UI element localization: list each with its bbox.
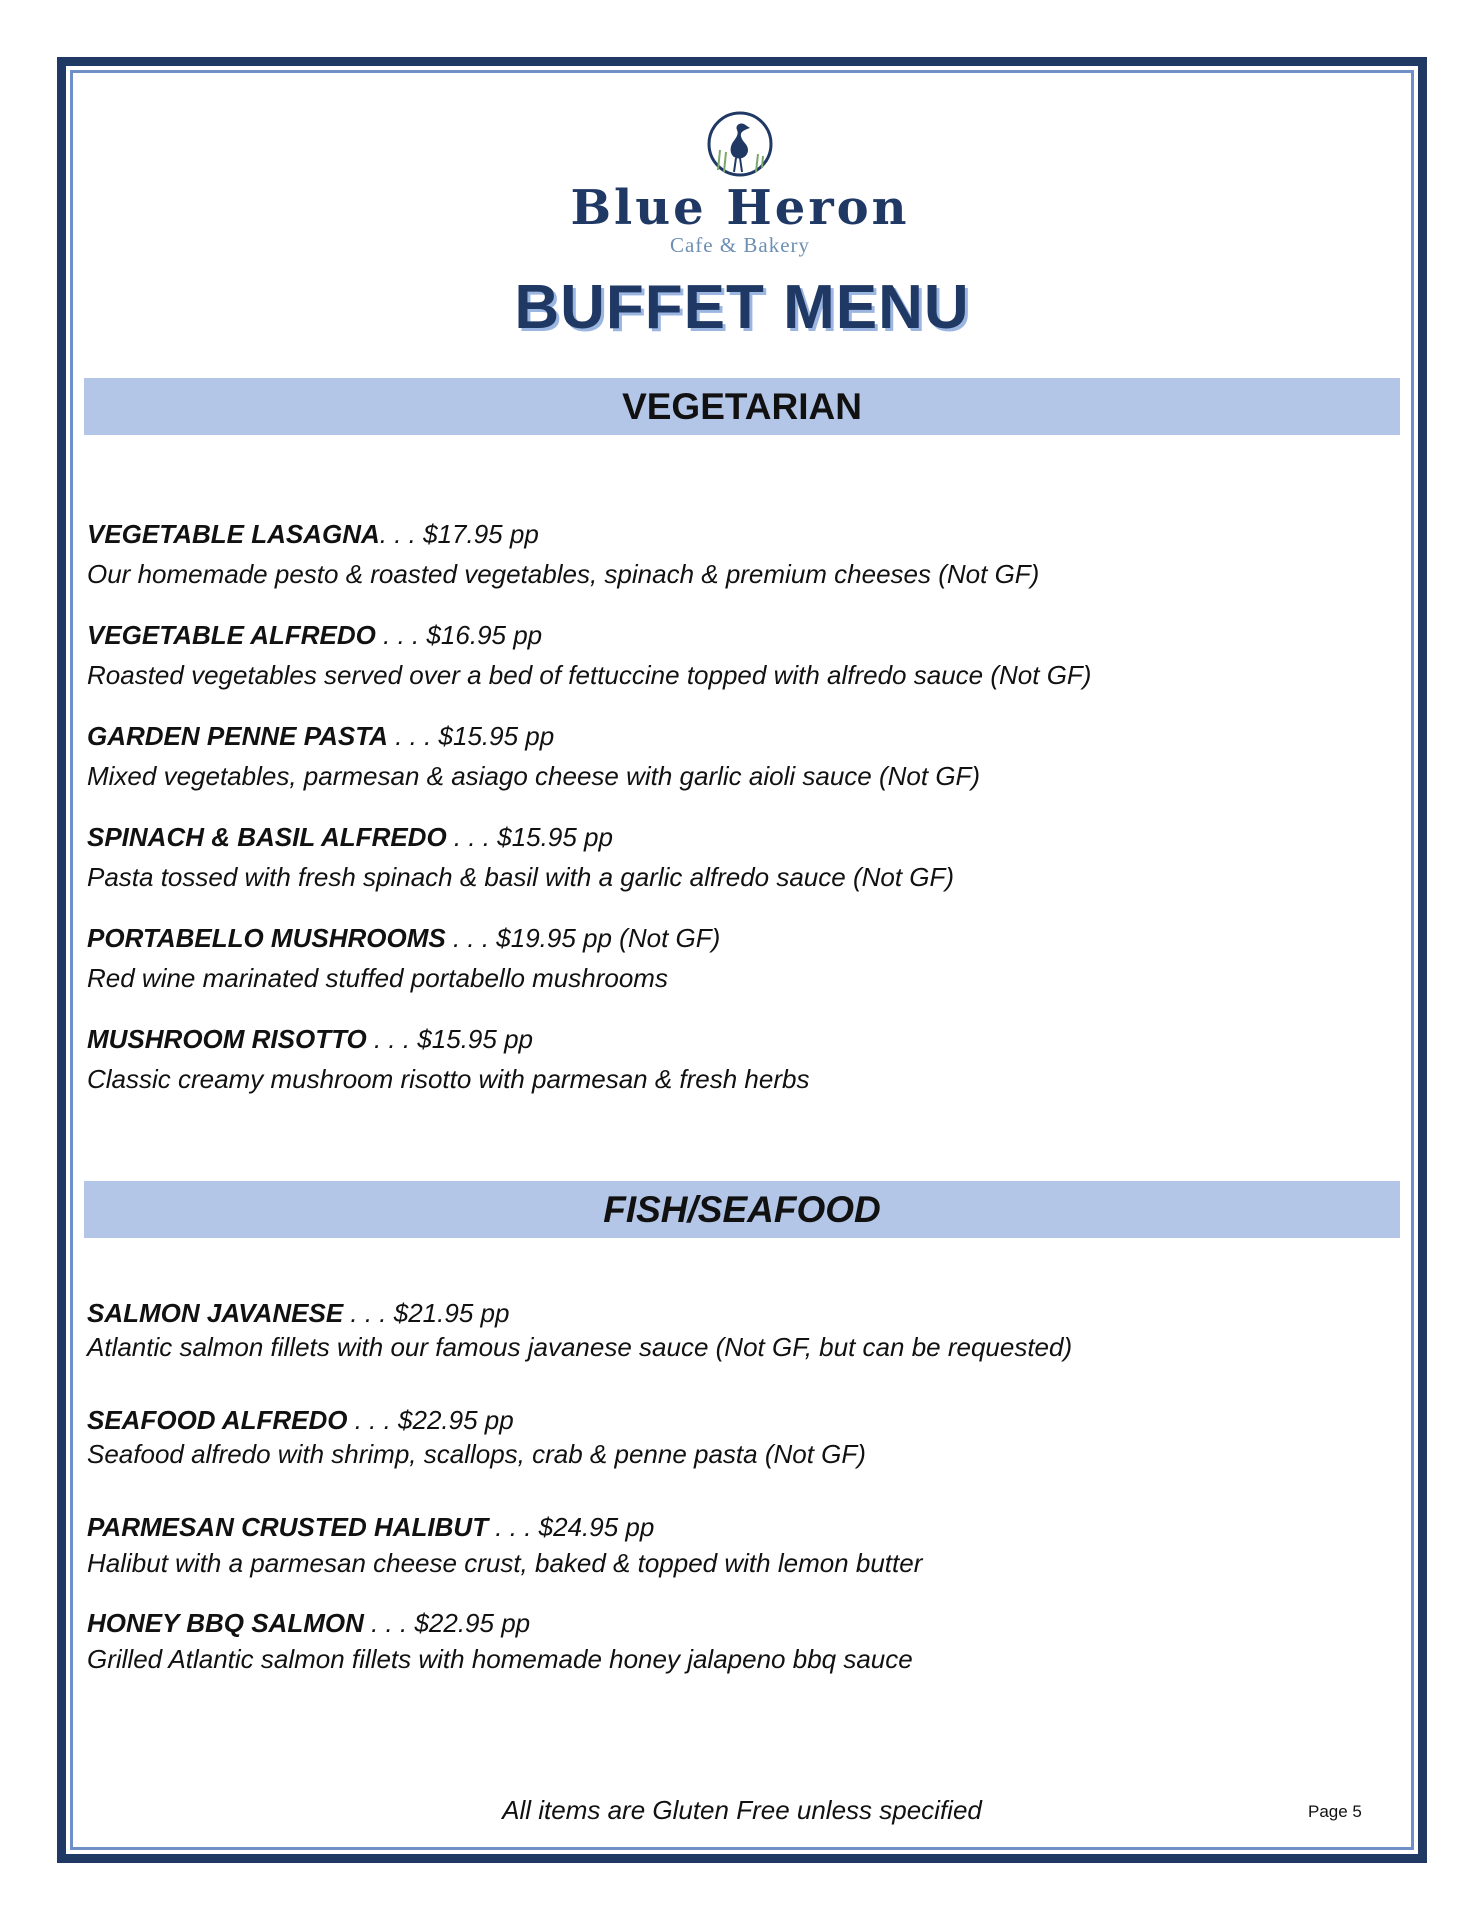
menu-item xyxy=(87,1607,1387,1675)
brand-logo xyxy=(560,110,920,278)
menu-item-price: . . . $15.95 pp xyxy=(366,1024,533,1054)
menu-item xyxy=(87,619,1387,691)
menu-item-description: Red wine marinated stuffed portabello mushrooms xyxy=(87,963,668,993)
menu-item-price: . . . $24.95 pp xyxy=(488,1512,655,1542)
menu-item-name: SEAFOOD ALFREDO xyxy=(87,1405,348,1435)
brand-subtitle: Cafe & Bakery xyxy=(669,233,811,257)
menu-item-description: Our homemade pesto & roasted vegetables, spinach & premium cheeses (Not GF) xyxy=(87,559,1040,589)
menu-item-name: PARMESAN CRUSTED HALIBUT xyxy=(87,1512,489,1542)
menu-item xyxy=(87,518,1387,590)
menu-item-description: Seafood alfredo with shrimp, scallops, crab & penne pasta (Not GF) xyxy=(87,1439,866,1469)
brand-name: Blue Heron xyxy=(570,180,910,236)
page-title: BUFFET MENU xyxy=(514,273,970,342)
menu-item-price: . . . $16.95 pp xyxy=(375,620,543,650)
menu-item-name: MUSHROOM RISOTTO xyxy=(87,1024,367,1054)
menu-item xyxy=(87,1297,1387,1363)
menu-item-price: . . . $15.95 pp xyxy=(446,822,613,852)
menu-item-price: . . . $22.95 pp xyxy=(347,1405,514,1435)
menu-item xyxy=(87,1404,1387,1470)
menu-item-price: . . . $21.95 pp xyxy=(343,1298,510,1328)
menu-item-description: Grilled Atlantic salmon fillets with homemade honey jalapeno bbq sauce xyxy=(87,1644,913,1674)
section-header-vegetarian: VEGETARIAN xyxy=(84,378,1400,435)
menu-item xyxy=(87,720,1387,792)
menu-item xyxy=(87,1511,1387,1579)
menu-item-price: . . . $15.95 pp xyxy=(387,721,555,751)
menu-item-name: GARDEN PENNE PASTA xyxy=(87,721,388,751)
heron-icon xyxy=(706,110,774,178)
menu-item-name: VEGETABLE LASAGNA xyxy=(87,519,380,549)
menu-item-description: Roasted vegetables served over a bed of fettuccine topped with alfredo sauce (Not GF) xyxy=(87,660,1092,690)
menu-item-description: Halibut with a parmesan cheese crust, baked & topped with lemon butter xyxy=(87,1548,923,1578)
section-header-fish-seafood: FISH/SEAFOOD xyxy=(84,1181,1400,1238)
menu-item-name: HONEY BBQ SALMON xyxy=(87,1608,364,1638)
menu-item-price: . . . $17.95 pp xyxy=(379,519,539,549)
menu-item-price: . . . $22.95 pp xyxy=(363,1608,531,1638)
gluten-free-note: All items are Gluten Free unless specified xyxy=(502,1795,982,1825)
menu-item-description: Atlantic salmon fillets with our famous javanese sauce (Not GF, but can be requested) xyxy=(87,1332,1073,1362)
menu-item-name: SALMON JAVANESE xyxy=(87,1298,344,1328)
menu-item-description: Pasta tossed with fresh spinach & basil with a garlic alfredo sauce (Not GF) xyxy=(87,862,955,892)
menu-item xyxy=(87,821,1387,893)
page-number: Page 5 xyxy=(1308,1802,1362,1821)
menu-item-name: VEGETABLE ALFREDO xyxy=(87,620,376,650)
menu-item-description: Classic creamy mushroom risotto with parmesan & fresh herbs xyxy=(87,1064,810,1094)
menu-item-name: SPINACH & BASIL ALFREDO xyxy=(87,822,447,852)
menu-item xyxy=(87,922,1387,994)
menu-item-description: Mixed vegetables, parmesan & asiago cheese with garlic aioli sauce (Not GF) xyxy=(87,761,981,791)
menu-item xyxy=(87,1023,1387,1095)
menu-item-price: . . . $19.95 pp (Not GF) xyxy=(445,923,721,953)
menu-item-name: PORTABELLO MUSHROOMS xyxy=(87,923,446,953)
